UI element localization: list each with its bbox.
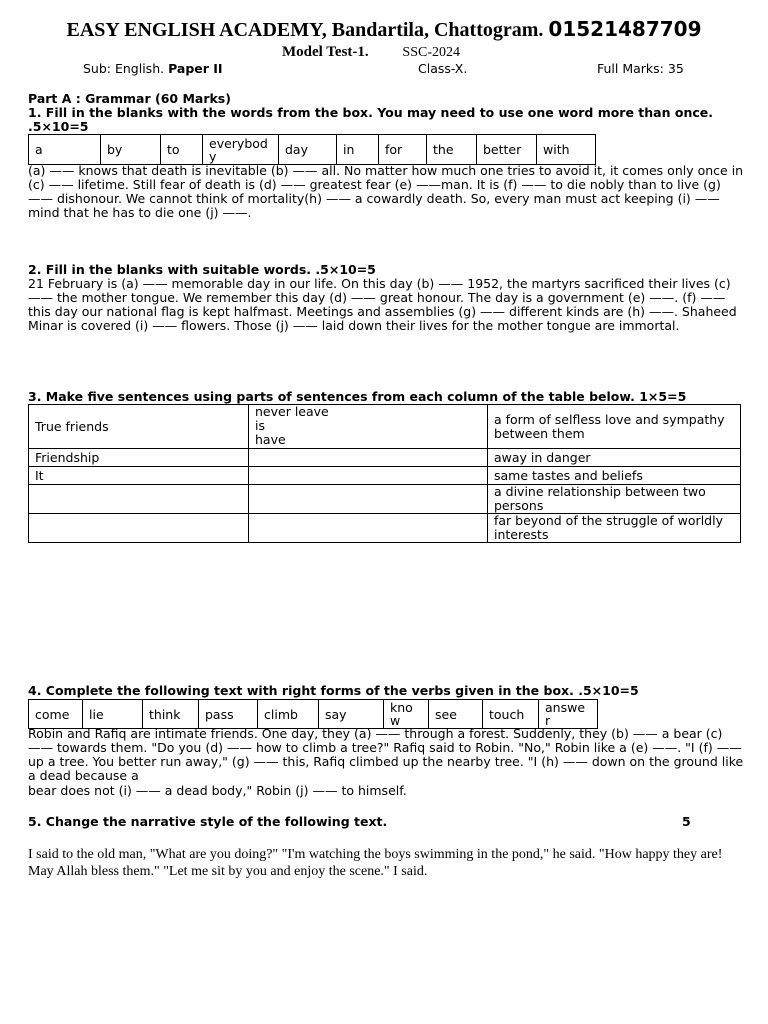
q1-word: in	[337, 135, 379, 165]
table-cell: a form of selfless love and sympathy between them	[488, 405, 741, 449]
class-label: Class-X.	[418, 61, 468, 76]
q4-passage: Robin and Rafiq are intimate friends. One day, they (a) —— through a forest. Suddenly, they (b) —— a bear (c) —— towards them. "Do you (d) —— how to climb a tree?" Rafiq said to Robin. "No," Robin like a (e) ——. "I (f) —— up a tree. You better run away," (g) —— this, Rafiq climbed up the nearby tree. "I (h) —— down on the ground like a dead because a	[28, 726, 744, 783]
table-cell: same tastes and beliefs	[488, 467, 741, 485]
q4-verb: come	[29, 700, 83, 729]
table-cell: a divine relationship between two persons	[488, 485, 741, 514]
q3-sentence-table	[28, 404, 741, 543]
q4-verb: lie	[83, 700, 143, 729]
q4-verb: touch	[483, 700, 539, 729]
q5-heading: 5. Change the narrative style of the following text.	[28, 814, 388, 829]
table-row	[29, 449, 741, 467]
table-cell: never leave is have	[249, 405, 488, 449]
table-cell	[249, 514, 488, 543]
test-name: Model Test-1.	[282, 44, 369, 60]
table-cell	[29, 514, 249, 543]
paper-label: Paper II	[168, 61, 223, 76]
q1-heading: 1. Fill in the blanks with the words from the box. You may need to use one word more than once.	[28, 105, 713, 120]
table-cell	[249, 449, 488, 467]
table-cell: True friends	[29, 405, 249, 449]
table-row	[29, 514, 741, 543]
subject-line	[83, 62, 223, 76]
q1-word: better	[477, 135, 537, 165]
q1-word: day	[279, 135, 337, 165]
q4-verb: kno w	[384, 700, 429, 729]
subject-label: Sub: English.	[83, 61, 165, 76]
q4-verb: say	[319, 700, 384, 729]
q2-heading: 2. Fill in the blanks with suitable words. .5×10=5	[28, 262, 376, 277]
q1-marks: .5×10=5	[28, 119, 89, 134]
table-cell	[249, 467, 488, 485]
q4-verb: pass	[199, 700, 258, 729]
q4-verb: see	[429, 700, 483, 729]
q1-word-box	[28, 134, 596, 165]
q4-passage-end: bear does not (i) —— a dead body," Robin (j) —— to himself.	[28, 783, 407, 798]
q1-word: with	[537, 135, 596, 165]
q2-passage: 21 February is (a) —— memorable day in our life. On this day (b) —— 1952, the martyrs sacrificed their lives (c) —— the mother tongue. We remember this day (d) —— great honour. The day is a government (e) ——. (f) —— this day our national flag is kept halfmast. Meetings and assemblies (g) —— different kinds are (h) ——. Shaheed Minar is covered (i) —— flowers. Those (j) —— laid down their lives for the mother tongue are immortal.	[28, 276, 737, 333]
q1-word: to	[161, 135, 203, 165]
test-subtitle	[282, 43, 460, 62]
q4-heading: 4. Complete the following text with right forms of the verbs given in the box. .5×10=5	[28, 683, 639, 698]
q1-word: by	[101, 135, 161, 165]
q1-word: for	[379, 135, 427, 165]
table-cell: It	[29, 467, 249, 485]
table-cell	[249, 485, 488, 514]
q4-verb: think	[143, 700, 199, 729]
q5-marks: 5	[682, 814, 691, 829]
q3-heading: 3. Make five sentences using parts of sentences from each column of the table below. 1×5=5	[28, 389, 687, 404]
table-row	[29, 405, 741, 449]
table-cell: far beyond of the struggle of worldly interests	[488, 514, 741, 543]
q1-passage: (a) —— knows that death is inevitable (b) —— all. No matter how much one tries to avoid it, it comes only once in (c) —— lifetime. Still fear of death is (d) —— greatest fear (e) ——man. It is (f) —— to die nobly than to live (g) —— dishonour. We cannot think of mortality(h) —— a cowardly death. So, every man must act keeping (i) —— mind that he has to die one (j) ——.	[28, 163, 744, 220]
q4-verb: answe r	[539, 700, 598, 729]
table-cell: Friendship	[29, 449, 249, 467]
q4-verb-box	[28, 699, 598, 729]
full-marks-label: Full Marks: 35	[597, 61, 684, 76]
q1-word: everybod y	[203, 135, 279, 165]
exam-name: SSC-2024	[402, 45, 460, 60]
phone-number: 01521487709	[548, 17, 702, 41]
q1-word: the	[427, 135, 477, 165]
q1-word: a	[29, 135, 101, 165]
table-cell	[29, 485, 249, 514]
q4-verb: climb	[258, 700, 319, 729]
table-row	[29, 467, 741, 485]
academy-name: EASY ENGLISH ACADEMY, Bandartila, Chattogram.	[66, 19, 544, 41]
table-cell: away in danger	[488, 449, 741, 467]
q5-passage: I said to the old man, "What are you doing?" "I'm watching the boys swimming in the pond," he said. "How happy they are! May Allah bless them." "Let me sit by you and enjoy the scene." I said.	[28, 847, 723, 879]
page-title	[0, 17, 768, 42]
part-a-heading: Part A : Grammar (60 Marks)	[28, 91, 231, 106]
table-row	[29, 485, 741, 514]
